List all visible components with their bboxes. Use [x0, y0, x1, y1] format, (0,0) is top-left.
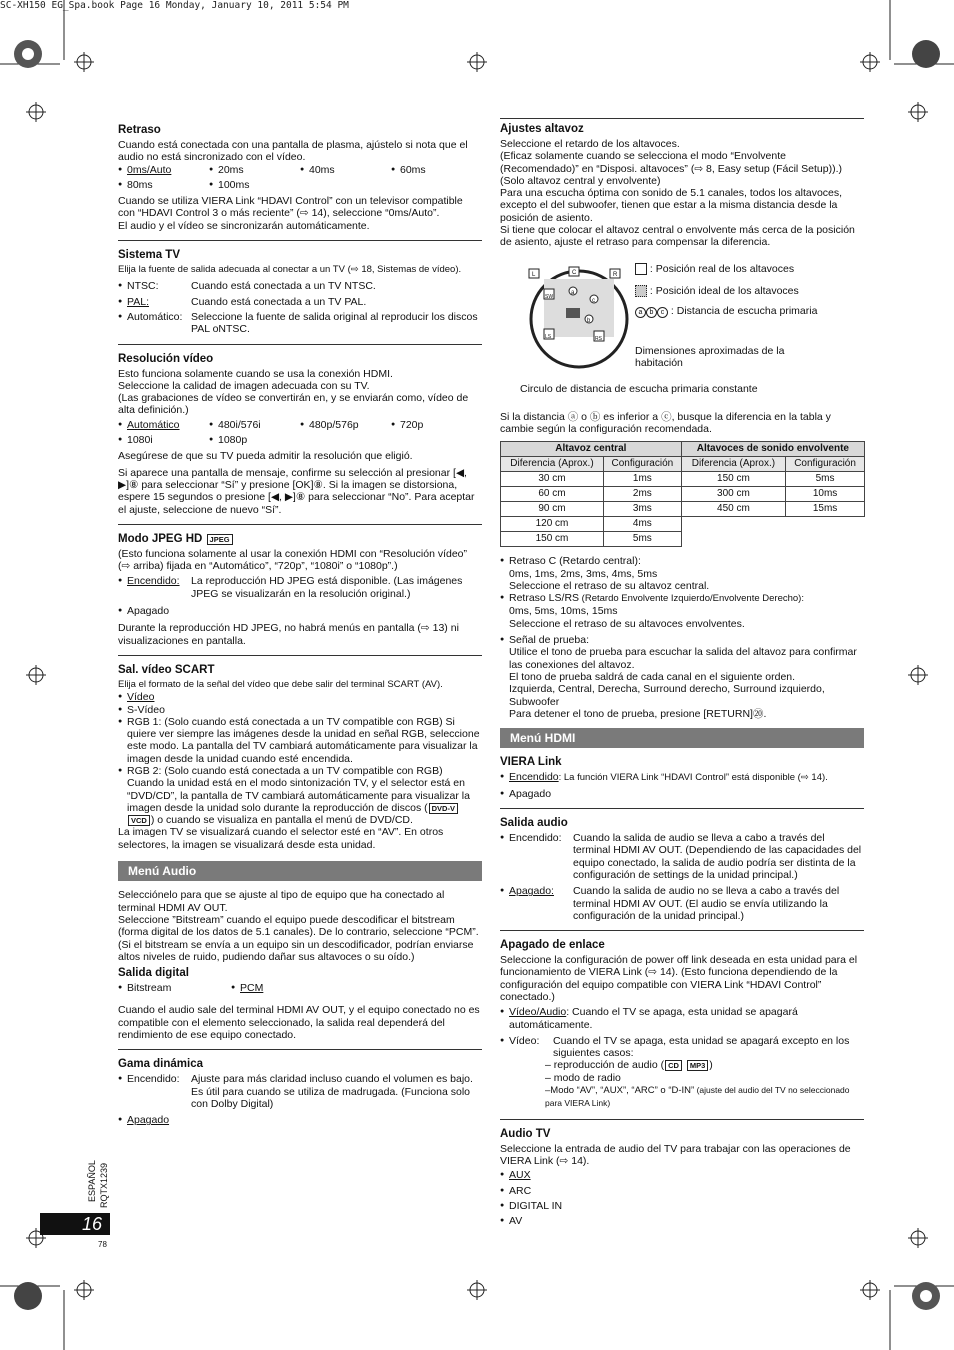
- speaker-ls: LS: [545, 333, 552, 340]
- term: ● Apagado:: [500, 885, 573, 922]
- text: Seleccione la calidad de imagen adecuada con su TV.: [118, 379, 370, 392]
- col-head: Diferencia (Aprox.): [681, 457, 785, 472]
- table-row: [501, 487, 865, 502]
- menu-audio-bar: Menú Audio: [118, 861, 482, 881]
- option: ● Bitstream: [118, 982, 231, 994]
- cell: 5ms: [603, 532, 681, 547]
- text: (Las grabaciones de vídeo se convertirán en, y se enviarán como, vídeo de alta definición.): [118, 392, 469, 417]
- option: ● 60ms: [391, 164, 426, 176]
- text: Asegúrese de que su TV pueda admitir la resolución que eligió.: [118, 450, 413, 463]
- title-text: Modo JPEG HD: [118, 532, 203, 545]
- retraso-text: Cuando está conectada con una pantalla de plasma, ajústelo si nota que el audio no está sincronizado con el vídeo.: [118, 139, 468, 164]
- text: Seleccione el retraso de su altavoces envolventes.: [509, 617, 745, 630]
- option: ● 20ms: [209, 164, 300, 176]
- left-column: [118, 124, 482, 1127]
- term: ● PAL:: [118, 296, 191, 308]
- definition: : Cuando el TV se apaga, esta unidad se apagará automáticamente.: [509, 1006, 798, 1031]
- legend-ideal: [635, 285, 799, 297]
- text: Esto funciona solamente cuando se usa la conexión HDMI.: [118, 367, 393, 380]
- cell: 1ms: [603, 472, 681, 487]
- option: ● 1080p: [209, 434, 247, 446]
- term: ● Vídeo:: [500, 1035, 553, 1060]
- text: – reproducción de audio (: [545, 1059, 665, 1072]
- option: ● 40ms: [300, 164, 391, 176]
- gama-title: Gama dinámica: [118, 1058, 204, 1071]
- legend-text: : Posición real de los altavoces: [649, 262, 795, 275]
- table-row: [501, 532, 865, 547]
- text: –Modo “AV”, “AUX”, “ARC” o “D-IN”: [545, 1085, 695, 1097]
- apagado-enlace-title: Apagado de enlace: [500, 939, 605, 952]
- options-text: 0ms, 5ms, 10ms, 15ms: [509, 605, 618, 618]
- dvdv-tag: DVD-V: [429, 803, 458, 814]
- options-text: 0ms, 1ms, 2ms, 3ms, 4ms, 5ms: [509, 567, 658, 580]
- definition: Cuando la salida de audio se lleva a cabo a través del terminal HDMI AV OUT. (Dependiendo de las capacidades del equipo conectado, la salida de audio podría ser distinta de la configuración de settings de la unidad principal.): [573, 832, 862, 881]
- text: ● Retraso C (Retardo central):: [500, 555, 864, 567]
- legend-text: : Posición ideal de los altavoces: [649, 284, 799, 297]
- text: (Solo altavoz central y envolvente): [500, 174, 661, 187]
- mp3-tag: MP3: [687, 1060, 708, 1071]
- salida-digital-title: Salida digital: [118, 967, 189, 980]
- option: ● RGB 1: (Solo cuando está conectada a un TV compatible con RGB) Si quiere ver siempre las imágenes desde la unidad en señal RGB, seleccione este modo. La pantalla del TV cambiará automáticamente para visualizar la imagen desde la unidad cuando esté encendida.: [118, 716, 482, 765]
- text: Elija el formato de la señal del vídeo que debe salir del terminal SCART (AV).: [118, 678, 443, 690]
- mark: a: [635, 307, 646, 318]
- text: Selecciónelo para que se ajuste al tipo de equipo que ha conectado al terminal HDMI AV OUT.: [118, 889, 445, 914]
- term: ● Encendido:: [500, 832, 573, 881]
- speaker-diagram: [500, 255, 864, 405]
- speaker-sw: SW: [545, 293, 554, 300]
- text: Durante la reproducción HD JPEG, no habrá menús en pantalla (⇨ 13) ni visualizaciones en pantalla.: [118, 622, 459, 647]
- mark-c: c: [592, 297, 595, 304]
- text: (ajuste del audio del TV no seleccionado para VIERA Link): [545, 1085, 850, 1109]
- option: ● PCM: [231, 982, 263, 994]
- option-rgb2: [118, 765, 482, 826]
- term: ● Automático:: [118, 311, 191, 336]
- cell: 5ms: [786, 472, 865, 487]
- text: Seleccione la entrada de audio del TV para trabajar con las operaciones de VIERA Link (⇨ 14).: [500, 1142, 851, 1167]
- page-footer-number: 78: [98, 1240, 107, 1249]
- cell: 300 cm: [681, 487, 785, 502]
- cell: 30 cm: [501, 472, 604, 487]
- definition: Cuando la salida de audio no se lleva a cabo a través del terminal HDMI AV OUT. (El audio se envía utilizando la configuración de la unidad principal.): [573, 885, 840, 922]
- retraso-options: [118, 164, 482, 176]
- term: Vídeo/Audio: [509, 1006, 567, 1019]
- option: ● 720p: [391, 419, 423, 431]
- option: ● Apagado: [118, 1114, 482, 1126]
- retraso-title: Retraso: [118, 124, 161, 136]
- col-head: Diferencia (Aprox.): [501, 457, 604, 472]
- table-row: [501, 502, 865, 517]
- option: ● 0ms/Auto: [118, 164, 209, 176]
- speaker-r: R: [613, 271, 618, 278]
- text: Seleccione el retraso de su altavoz central.: [509, 579, 710, 592]
- text: (Esto funciona solamente al usar la conexión HDMI con “Resolución vídeo” (⇨ arriba) fijada en “Automático”, “720p”, “1080i” o “1080p”.): [118, 547, 468, 573]
- definition: La reproducción HD JPEG está disponible. (Las imágenes JPEG se visualizarán en la resolución original.): [191, 575, 463, 600]
- term: ● Encendido:: [118, 575, 191, 600]
- salida-audio-title: Salida audio: [500, 817, 568, 830]
- cell: 450 cm: [681, 502, 785, 517]
- text: Seleccione la configuración de power off link deseada en esta unidad para el funcionamiento de VIERA Link (⇨ 14). (Esto funciona dependiendo de la configuración del equipo compatible con VIERA Link “HDAVI Control” conectado.): [500, 954, 858, 1003]
- cell: 10ms: [786, 487, 865, 502]
- cell: 15ms: [786, 502, 865, 517]
- mark-a: a: [571, 289, 575, 296]
- text: La imagen TV se visualizará cuando el selector esté en “AV”. En otros selectores, la imagen se visualizará desde esta unidad.: [118, 826, 444, 851]
- audio-tv-title: Audio TV: [500, 1127, 551, 1140]
- right-column: Ajustes altavoz Seleccione el retardo de los altavoces. (Eficaz solamente cuando se selecciona el modo “Envolvente (Recomendado)” en “Disposi. altavoces” (⇨ 8, Easy setup (Fácil Setup)).) (Solo altavoz central y envolvente) Para una escucha óptima con sonido de 5.1 canales, todos los altavoces, excepto el del subwoofer, tienen que estar a la misma distancia desde la posición de asiento. Si tiene que colocar el altavoz central o envolvente más cerca de la posición de asiento, ajuste el retraso para compensar la diferencia. L C R SW LS RS a c b : Posición real de los altavoces : Posición ideal de los altavoces a b c : Distancia de escucha primaria Dimensiones aproximadas de la habitación Circulo de distancia de escucha primaria constante Si la distancia ⓐ o ⓑ es inferior a ⓒ, busque la diferencia en la tabla y cambie según la configuración recomendada. Altavoz central Altavoces de sonido envolvente Diferencia (Aprox.) Configuración Diferencia (Aprox.) Configuración 30 cm 1ms 150 cm 5ms 60 cm 2ms 300 cm 10ms 90 cm 3ms 450 cm 15ms 120 cm 4ms 150 cm 5ms ● Retraso C (Retardo central): 0ms, 1ms, 2ms, 3ms, 4ms, 5ms Seleccione el retraso de su altavoz central. ● Retraso LS/RS (Retardo Envolvente Izquierdo/Envolvente Derecho): 0ms, 5ms, 10ms, 15ms Seleccione el retraso de su altavoces envolventes. ● Señal de prueba: Utilice el tono de prueba para escuchar la salida del altavoz para confirmar las conexiones del altavoz. El tono de prueba saldrá de cada canal en el siguiente orden. Izquierda, Central, Derecha, Surround derecho, Surround izquierdo, Subwoofer Para detener el tono de prueba, presione [RETURN]⑳. Menú HDMI VIERA Link ● Encendido: La función VIERA Link “HDAVI Control” está disponible (⇨ 14). ● Apagado Salida audio ● Encendido: Cuando la salida de audio se lleva a cabo a través del terminal HDMI AV OUT. (Dependiendo de las capacidades del equipo conectado, la salida de audio podría ser distinta de la configuración de settings de la unidad principal.) ● Apagado: Cuando la salida de audio no se lleva a cabo a través del terminal HDMI AV OUT. (El audio se envía utilizando la configuración de la unidad principal.) Apagado de enlace Seleccione la configuración de power off link deseada en esta unidad para el funcionamiento de VIERA Link (⇨ 14). (Esto funciona dependiendo de la configuración del equipo compatible con VIERA Link “HDAVI Control” conectado.) ● Vídeo/Audio: Cuando el TV se apaga, esta unidad se apagará automáticamente. ● Vídeo: Cuando el TV se apaga, esta unidad se apagará excepto en los siguientes casos: – reproducción de audio ( CD MP3 ) – modo de radio –Modo “AV”, “AUX”, “ARC” o “D-IN” (ajuste del audio del TV no seleccionado para VIERA Link) Audio TV Seleccione la entrada de audio del TV para trabajar con las operaciones de VIERA Link (⇨ 14). ● AUX ● ARC ● DIGITAL IN ● AV: [500, 124, 864, 1227]
- jpeg-tag: JPEG: [207, 534, 233, 545]
- cell: 3ms: [603, 502, 681, 517]
- text: Cuando el audio sale del terminal HDMI AV OUT, y el equipo conectado no es compatible con el elemento seleccionado, la salida real dependerá del rendimiento de ese equipo conectado.: [118, 1004, 480, 1042]
- retraso-note2: El audio y el vídeo se sincronizarán automáticamente.: [118, 219, 370, 232]
- vcd-tag: VCD: [128, 815, 150, 826]
- language-label: ESPAÑOL: [87, 1160, 97, 1202]
- term: Encendido: [509, 771, 559, 784]
- option: ● S-Vídeo: [118, 704, 482, 716]
- option: ● Vídeo: [118, 691, 482, 703]
- cd-tag: CD: [665, 1060, 682, 1071]
- legend-distance: [635, 305, 835, 318]
- definition: Cuando está conectada a un TV PAL.: [191, 295, 367, 308]
- delay-table: [500, 441, 865, 547]
- text: Si aparece una pantalla de mensaje, confirme su selección al presionar [◀, ▶]⑧ para seleccionar “Sí” y presione [OK]⑧. Si la imagen se distorsiona, espere 15 segundos o presione [◀, ▶]⑧ para seleccionar “No”. Para aceptar el ajuste, seleccione de nuevo “Sí”.: [118, 466, 475, 516]
- text: (Retardo Envolvente Izquierdo/Envolvente Derecho):: [579, 593, 804, 605]
- text: Para detener el tono de prueba, presione [RETURN]⑳.: [509, 707, 767, 720]
- text: Seleccione el retardo de los altavoces.: [500, 138, 680, 150]
- text: RGB 2: (Solo cuando está conectada a un TV compatible con RGB) Cuando la unidad está en el modo sintonización TV, y el selector está en “DVD/CD”, la pantalla de TV cambiará automáticamente para visualizar la imagen desde la unidad solo durante la reproducción de discos (: [127, 764, 470, 814]
- mark: c: [657, 307, 668, 318]
- cell: 150 cm: [681, 472, 785, 487]
- sistema-text: Elija la fuente de salida adecuada al conectar a un TV (⇨ 18, Sistemas de vídeo).: [118, 264, 462, 276]
- option: ● ARC: [500, 1185, 864, 1197]
- cell: 150 cm: [501, 532, 604, 547]
- table-row: [501, 472, 865, 487]
- book-header: SC-XH150 EG_Spa.book Page 16 Monday, January 10, 2011 5:54 PM: [0, 0, 349, 11]
- option: ● AV: [500, 1215, 864, 1227]
- text: Retraso LS/RS: [509, 592, 580, 605]
- header-central: Altavoz central: [501, 442, 682, 457]
- table-row: [501, 517, 865, 532]
- ajustes-title: Ajustes altavoz: [500, 123, 584, 135]
- cell: 2ms: [603, 487, 681, 502]
- text: (Eficaz solamente cuando se selecciona el modo “Envolvente (Recomendado)” en “Disposi. altavoces” (⇨ 8, Easy setup (Fácil Setup)).): [500, 150, 843, 175]
- retraso-note: Cuando se utiliza VIERA Link “HDAVI Control” con un televisor compatible con “HDAVI Control 3 o más reciente” (⇨ 14), seleccione “0ms/Auto”.: [118, 195, 463, 220]
- col-head: Configuración: [603, 457, 681, 472]
- col-head: Configuración: [786, 457, 865, 472]
- option: ● 480p/576p: [300, 419, 391, 431]
- option: ● Automático: [118, 419, 209, 431]
- text: El tono de prueba saldrá de cada canal en el siguiente orden.: [509, 670, 796, 683]
- option: ● DIGITAL IN: [500, 1200, 864, 1212]
- text: Si tiene que colocar el altavoz central o envolvente más cerca de la posición de asiento, ajuste el retraso para compensar la diferencia.: [500, 224, 855, 249]
- retraso-ls: [500, 592, 864, 630]
- legend-text: : Distancia de escucha primaria: [670, 304, 818, 317]
- option: ● 480i/576i: [209, 419, 300, 431]
- cell: 4ms: [603, 517, 681, 532]
- page-number: 16: [40, 1213, 110, 1235]
- senal-prueba: [500, 634, 864, 720]
- jpeg-title: [118, 533, 482, 546]
- speaker-l: L: [532, 271, 536, 278]
- text: Seleccione ”Bitstream” cuando el equipo puede descodificar el bitstream (forma digital de los datos de 5.1 canales). De lo contrario, seleccione “PCM”.: [118, 913, 479, 939]
- option: ● 1080i: [118, 434, 209, 446]
- sistema-title: Sistema TV: [118, 249, 180, 262]
- header-envolvente: Altavoces de sonido envolvente: [681, 442, 864, 457]
- speaker-c: C: [572, 269, 577, 276]
- option: ● Apagado: [118, 605, 482, 617]
- viera-link-title: VIERA Link: [500, 756, 562, 769]
- term: ● Encendido:: [118, 1073, 191, 1110]
- option: ● AUX: [500, 1169, 864, 1181]
- text: Utilice el tono de prueba para escuchar la salida del altavoz para confirmar las conexiones del altavoz.: [509, 646, 857, 671]
- definition: Cuando está conectada a un TV NTSC.: [191, 280, 376, 293]
- definition: Seleccione la fuente de salida original al reproducir los discos PAL oNTSC.: [191, 310, 478, 336]
- doc-code: RQTX1239: [99, 1162, 109, 1208]
- option: ● 80ms: [118, 179, 209, 191]
- mark: b: [646, 307, 657, 318]
- option: ● Apagado: [500, 788, 864, 800]
- text: Izquierda, Central, Derecha, Surround derecho, Surround izquierdo, Subwoofer: [509, 683, 825, 708]
- text: Para una escucha óptima con sonido de 5.1 canales, todos los altavoces, excepto el del subwoofer, tienen que estar a la misma distancia desde la posición de asiento.: [500, 187, 843, 224]
- text: ● Señal de prueba:: [500, 634, 864, 646]
- term: ● NTSC:: [118, 280, 191, 292]
- cell: 60 cm: [501, 487, 604, 502]
- cell: 90 cm: [501, 502, 604, 517]
- text: – modo de radio: [545, 1071, 621, 1084]
- legend-room: Dimensiones aproximadas de la habitación: [635, 344, 785, 369]
- cell: 120 cm: [501, 517, 604, 532]
- retraso-c: [500, 555, 864, 592]
- resolucion-title: Resolución vídeo: [118, 352, 214, 365]
- legend-real: [635, 263, 794, 275]
- legend-circle: Circulo de distancia de escucha primaria constante: [520, 382, 758, 395]
- distance-text: Si la distancia ⓐ o ⓑ es inferior a ⓒ, busque la diferencia en la tabla y cambie según la configuración recomendada.: [500, 410, 831, 435]
- definition: Ajuste para más claridad incluso cuando el volumen es bajo. Es útil para cuando se utiliza de madrugada. (Funciona solo con Dolby Digital): [191, 1073, 473, 1110]
- speaker-rs: RS: [595, 335, 602, 342]
- scart-title: Sal. vídeo SCART: [118, 663, 215, 676]
- text: (Si el bitstream se envía a un equipo sin un descodificador, podrían enviarse altos niveles de ruido, pudiendo dañar sus altavoces o su oído.): [118, 938, 474, 963]
- definition: : La función VIERA Link “HDAVI Control” está disponible (⇨ 14).: [558, 772, 828, 784]
- option: ● 100ms: [209, 179, 250, 191]
- menu-hdmi-bar: Menú HDMI: [500, 728, 864, 748]
- mark-b: b: [587, 317, 591, 324]
- definition: Cuando el TV se apaga, esta unidad se apagará excepto en los siguientes casos:: [553, 1034, 850, 1060]
- text: ) o cuando se visualiza en pantalla el menú de DVD/CD.: [150, 814, 413, 827]
